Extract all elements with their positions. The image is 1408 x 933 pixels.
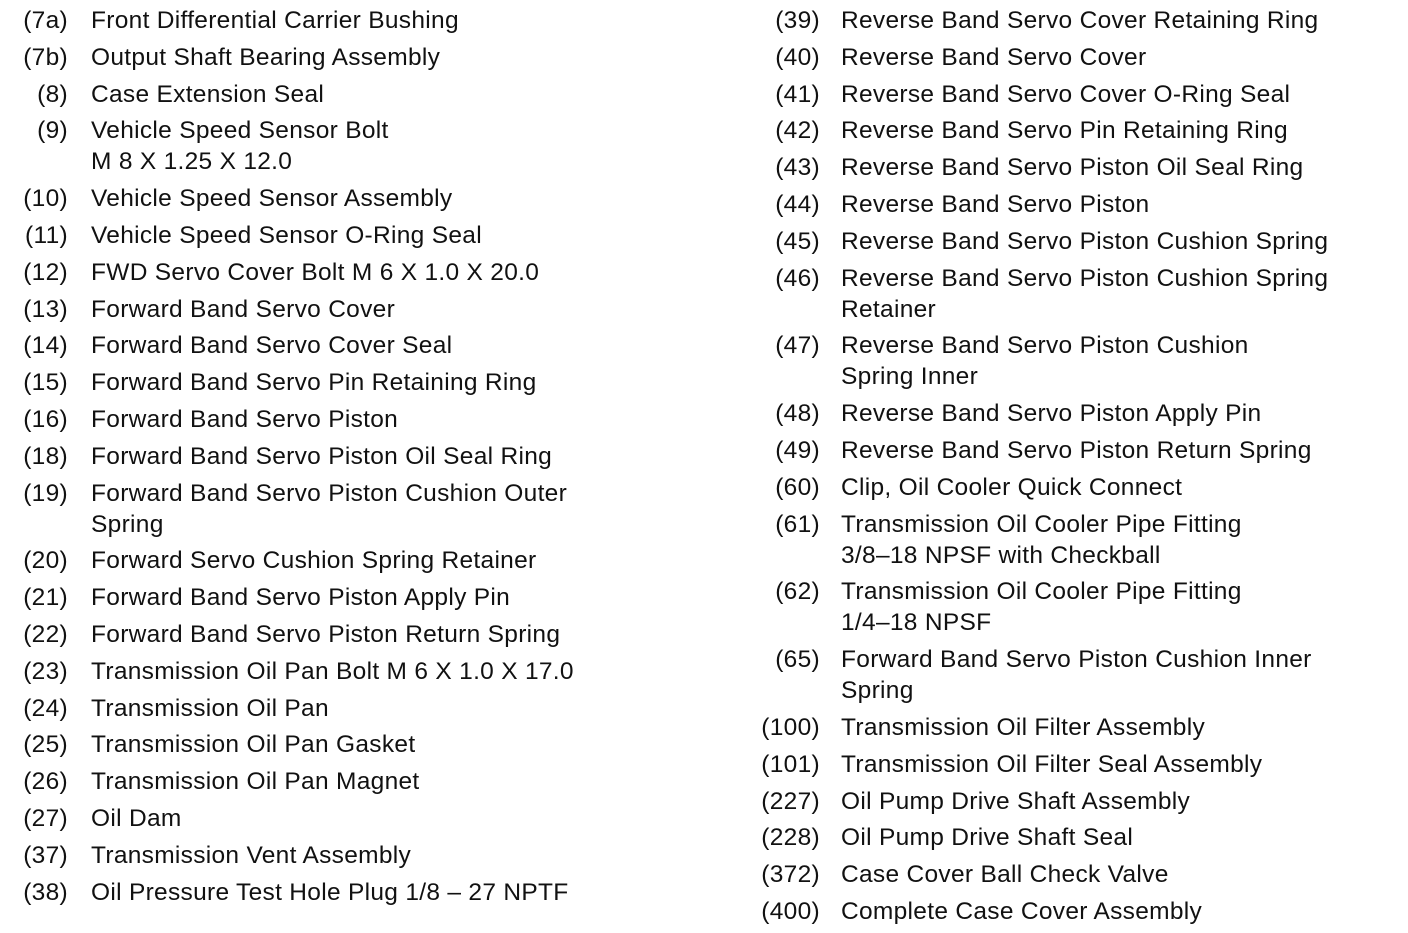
part-row — [750, 749, 1408, 780]
part-number: (18) — [23, 442, 68, 470]
part-description — [841, 152, 1303, 183]
part-row — [750, 152, 1408, 183]
part-row — [0, 478, 700, 540]
part-row — [0, 877, 700, 908]
part-number: (43) — [775, 154, 820, 182]
part-row — [750, 398, 1408, 429]
part-number: (12) — [23, 258, 68, 286]
part-description — [841, 576, 1242, 638]
part-row — [0, 42, 700, 73]
part-row — [0, 183, 700, 214]
part-description-line: Transmission Oil Cooler Pipe Fitting — [841, 578, 1242, 606]
part-description — [91, 803, 182, 834]
part-description-line: Reverse Band Servo Cover O-Ring Seal — [841, 80, 1291, 108]
part-description — [91, 766, 420, 797]
part-description — [91, 656, 574, 687]
part-description — [841, 5, 1318, 36]
part-number: (48) — [775, 400, 820, 428]
part-description-line: Transmission Oil Pan Magnet — [91, 768, 420, 796]
part-description — [841, 226, 1328, 257]
parts-list-right — [750, 5, 1408, 933]
part-description-line: Transmission Oil Pan Bolt M 6 X 1.0 X 17.0 — [91, 657, 574, 685]
part-description-line: Output Shaft Bearing Assembly — [91, 43, 441, 71]
part-number: (13) — [23, 295, 68, 323]
part-number: (26) — [23, 768, 68, 796]
part-row — [0, 766, 700, 797]
part-description — [91, 693, 329, 724]
part-number: (61) — [775, 510, 820, 538]
part-row — [0, 294, 700, 325]
part-row — [0, 330, 700, 361]
part-description-line: Reverse Band Servo Piston Cushion — [841, 332, 1249, 360]
part-row — [0, 619, 700, 650]
part-description-line: Clip, Oil Cooler Quick Connect — [841, 473, 1183, 501]
part-description-line: Transmission Oil Cooler Pipe Fitting — [841, 510, 1242, 538]
part-description-line: Forward Band Servo Cover Seal — [91, 332, 453, 360]
part-number: (39) — [775, 7, 820, 34]
part-description-line: Front Differential Carrier Bushing — [91, 7, 459, 34]
part-number: (21) — [23, 584, 68, 612]
part-number: (42) — [775, 117, 820, 145]
part-row — [750, 435, 1408, 466]
part-description — [841, 509, 1242, 571]
part-description-line: Reverse Band Servo Cover — [841, 43, 1147, 71]
part-description-line: Transmission Vent Assembly — [91, 841, 412, 869]
part-description-line: Forward Band Servo Pin Retaining Ring — [91, 369, 537, 397]
part-row — [750, 822, 1408, 853]
part-description — [91, 42, 440, 73]
part-row — [0, 582, 700, 613]
part-description — [91, 478, 567, 540]
part-description-line: Reverse Band Servo Piston Oil Seal Ring — [841, 154, 1304, 182]
part-number: (100) — [761, 713, 820, 741]
part-number: (11) — [25, 221, 68, 249]
part-number: (40) — [775, 43, 820, 71]
part-row — [750, 226, 1408, 257]
part-description — [841, 435, 1312, 466]
part-row — [750, 712, 1408, 743]
part-description — [91, 183, 452, 214]
part-row — [750, 115, 1408, 146]
part-description-line: Reverse Band Servo Piston Apply Pin — [841, 400, 1262, 428]
part-description-line: Forward Servo Cushion Spring Retainer — [91, 547, 537, 575]
part-row — [750, 509, 1408, 571]
part-description-line: Retainer — [841, 295, 937, 323]
part-description-line: Reverse Band Servo Piston Return Spring — [841, 436, 1312, 464]
part-row — [0, 441, 700, 472]
part-number: (15) — [23, 369, 68, 397]
part-number: (24) — [23, 694, 68, 722]
part-description — [91, 545, 537, 576]
part-description-line: Forward Band Servo Piston Oil Seal Ring — [91, 442, 553, 470]
part-description-line: Spring Inner — [841, 363, 979, 391]
part-number: (16) — [23, 405, 68, 433]
part-row — [750, 576, 1408, 638]
part-description-line: Reverse Band Servo Cover Retaining Ring — [841, 7, 1319, 34]
part-description — [841, 79, 1290, 110]
part-description — [841, 712, 1205, 743]
part-description-line: Oil Pump Drive Shaft Assembly — [841, 787, 1191, 815]
part-description-line: Transmission Oil Filter Seal Assembly — [841, 750, 1263, 778]
part-row — [750, 896, 1408, 927]
part-row — [750, 472, 1408, 503]
part-row — [0, 404, 700, 435]
part-row — [0, 840, 700, 871]
part-number: (47) — [775, 332, 820, 360]
part-description — [841, 749, 1262, 780]
part-row — [0, 545, 700, 576]
part-number: (46) — [775, 264, 820, 292]
part-description — [91, 294, 395, 325]
part-description-line: Forward Band Servo Piston Apply Pin — [91, 584, 511, 612]
part-number: (22) — [23, 620, 68, 648]
part-description — [841, 644, 1312, 706]
part-description-line: 3/8–18 NPSF with Checkball — [841, 541, 1161, 569]
part-row — [0, 5, 700, 36]
part-number: (227) — [761, 787, 820, 815]
part-number: (14) — [23, 332, 68, 360]
part-description-line: FWD Servo Cover Bolt M 6 X 1.0 X 20.0 — [91, 258, 540, 286]
part-description-line: Transmission Oil Pan — [91, 694, 329, 722]
part-description — [841, 398, 1261, 429]
part-description — [841, 189, 1149, 220]
part-number: (8) — [37, 80, 68, 108]
part-row — [0, 693, 700, 724]
part-row — [750, 644, 1408, 706]
part-number: (27) — [23, 804, 68, 832]
part-description-line: Vehicle Speed Sensor Bolt — [91, 117, 389, 145]
part-description-line: 1/4–18 NPSF — [841, 609, 992, 637]
part-description-line: Forward Band Servo Piston Cushion Outer — [91, 479, 568, 507]
part-description — [841, 263, 1328, 325]
part-row — [750, 5, 1408, 36]
part-row — [750, 786, 1408, 817]
part-number: (37) — [23, 841, 68, 869]
part-description-line: Forward Band Servo Cover — [91, 295, 396, 323]
part-number: (20) — [23, 547, 68, 575]
part-number: (65) — [775, 646, 820, 674]
part-description-line: Oil Dam — [91, 804, 182, 832]
part-description-line: Transmission Oil Pan Gasket — [91, 731, 416, 759]
part-description — [841, 859, 1169, 890]
part-description-line: M 8 X 1.25 X 12.0 — [91, 148, 293, 176]
part-number: (7b) — [23, 43, 68, 71]
part-description — [841, 42, 1146, 73]
part-description-line: Case Extension Seal — [91, 80, 325, 108]
part-description-line: Transmission Oil Filter Assembly — [841, 713, 1206, 741]
part-row — [750, 189, 1408, 220]
part-number: (44) — [775, 190, 820, 218]
part-description — [841, 786, 1190, 817]
part-description — [841, 472, 1182, 503]
part-row — [750, 263, 1408, 325]
part-number: (62) — [775, 578, 820, 606]
part-description-line: Reverse Band Servo Piston Cushion Spring — [841, 264, 1329, 292]
part-row — [0, 803, 700, 834]
part-description — [841, 896, 1202, 927]
part-description-line: Reverse Band Servo Pin Retaining Ring — [841, 117, 1288, 145]
part-description-line: Forward Band Servo Piston — [91, 405, 399, 433]
part-description-line: Case Cover Ball Check Valve — [841, 861, 1169, 889]
part-description-line: Spring — [91, 510, 164, 538]
part-number: (7a) — [23, 7, 68, 34]
part-number: (400) — [761, 897, 820, 925]
part-description-line: Forward Band Servo Piston Return Spring — [91, 620, 561, 648]
part-number: (25) — [23, 731, 68, 759]
part-description — [91, 619, 560, 650]
parts-list-left — [0, 5, 700, 913]
part-row — [750, 859, 1408, 890]
part-description-line: Spring — [841, 677, 914, 705]
part-number: (372) — [761, 861, 820, 889]
part-description-line: Reverse Band Servo Piston Cushion Spring — [841, 227, 1329, 255]
part-description — [91, 840, 411, 871]
part-description-line: Vehicle Speed Sensor Assembly — [91, 185, 453, 213]
part-number: (10) — [23, 185, 68, 213]
part-description — [91, 367, 537, 398]
part-description — [91, 220, 482, 251]
part-description — [91, 257, 539, 288]
part-description — [91, 582, 510, 613]
part-description — [91, 877, 569, 908]
part-description — [91, 441, 552, 472]
part-description-line: Complete Case Cover Assembly — [841, 897, 1203, 925]
part-description — [91, 729, 415, 760]
part-row — [750, 42, 1408, 73]
part-description-line: Oil Pressure Test Hole Plug 1/8 – 27 NPTF — [91, 878, 569, 906]
part-row — [0, 220, 700, 251]
part-description — [91, 115, 389, 177]
part-number: (38) — [23, 878, 68, 906]
part-row — [0, 257, 700, 288]
part-description — [91, 404, 398, 435]
part-number: (45) — [775, 227, 820, 255]
part-row — [0, 115, 700, 177]
part-description-line: Forward Band Servo Piston Cushion Inner — [841, 646, 1312, 674]
part-description — [841, 330, 1249, 392]
part-description-line: Oil Pump Drive Shaft Seal — [841, 824, 1134, 852]
part-description-line: Vehicle Speed Sensor O-Ring Seal — [91, 221, 482, 249]
part-row — [750, 79, 1408, 110]
part-row — [0, 656, 700, 687]
part-number: (101) — [761, 750, 820, 778]
part-description-line: Reverse Band Servo Piston — [841, 190, 1150, 218]
part-number: (228) — [761, 824, 820, 852]
part-number: (49) — [775, 436, 820, 464]
part-number: (19) — [23, 479, 68, 507]
part-number: (23) — [23, 657, 68, 685]
part-description — [91, 330, 452, 361]
part-number: (60) — [775, 473, 820, 501]
part-row — [0, 729, 700, 760]
part-row — [0, 79, 700, 110]
part-row — [0, 367, 700, 398]
part-description — [841, 115, 1288, 146]
part-description — [91, 79, 324, 110]
part-description — [91, 5, 459, 36]
part-row — [750, 330, 1408, 392]
part-number: (41) — [775, 80, 820, 108]
part-description — [841, 822, 1133, 853]
part-number: (9) — [37, 117, 68, 145]
